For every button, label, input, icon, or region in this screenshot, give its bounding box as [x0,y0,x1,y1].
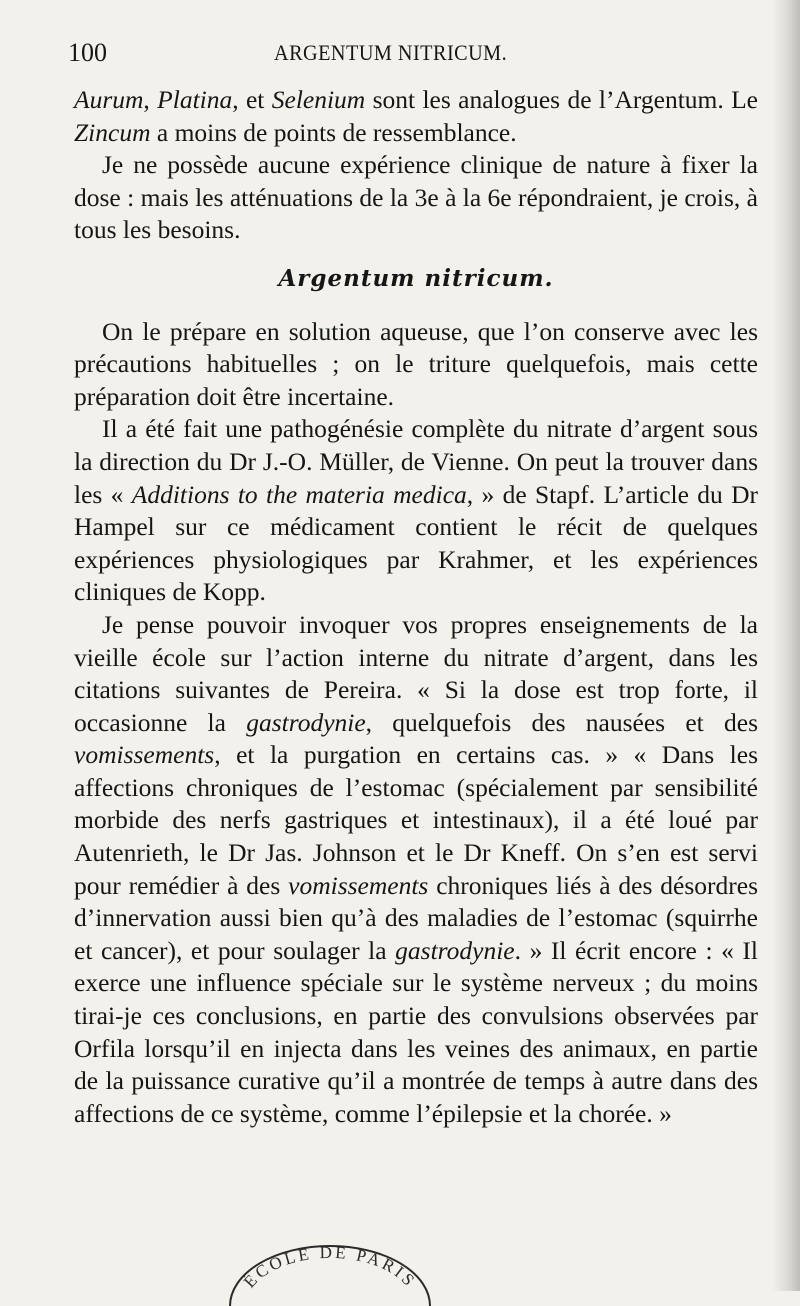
italic-term: vomissements [288,870,429,900]
text-span: , [143,85,158,114]
paragraph-pereira [74,609,758,1131]
text-span: chroniques liés à des désordres d’innervation aussi bien qu’à des maladies de l’estomac (squirrhe et cancer), et pour soulager la [74,870,758,965]
stamp-text: ÉCOLE DE PARIS [239,1242,421,1292]
page-number: 100 [68,38,107,67]
remedy-name: Selenium [271,85,366,114]
text-span: Il a été fait une pathogénésie complète du nitrate d’argent sous la direction du Dr J.-O. Müller, de Vienne. On peut la trouver dans les « [74,414,758,509]
page-edge-shadow [772,0,800,1291]
body-text [74,84,758,1130]
section-title: Argentum nitricum. [278,264,554,292]
text-span: . » Il écrit encore : « Il exerce une influence spéciale sur le système nerveux ; du moins tirai-je ces conclusions, en partie des convulsions observées par Orfila lorsqu’il en injecta dans les veines des animaux, en partie de la puissance curative qu’il a montrée de temps à autre dans des affections de ce système, comme l’épilepsie et la chorée. » [74,935,759,1128]
text-span: , » de Stapf. L’article du Dr Hampel sur ce médicament contient le récit de quelques expériences physiologiques par Krahmer, et les expériences cliniques de Kopp. [74,479,758,607]
book-title: Additions to the materia medica [131,479,467,509]
paragraph-preparation: On le prépare en solution aqueuse, que l’on conserve avec les précautions habituelles ; on le triture quelquefois, mais cette préparation doit être incertaine. [74,316,758,411]
text-span: a moins de points de ressemblance. [150,117,517,147]
library-stamp [210,1236,450,1306]
italic-term: gastrodynie [246,707,366,737]
svg-text:ÉCOLE DE PARIS [240,1243,420,1292]
paragraph-analogues [74,84,758,149]
paragraph-dose: Je ne possède aucune expérience clinique de nature à fixer la dose : mais les atténuations de la 3e à la 6e répondraient, je crois, à tous les besoins. [74,150,759,245]
text-span: , quelquefois des nausées et des [365,707,758,737]
remedy-name: Zincum [74,117,151,147]
paragraph-pathogenesis [74,413,758,609]
text-span: , et la purgation en certains cas. » « Dans les affections chroniques de l’estomac (spécialement par sensibilité morbide des nerfs gastriques et intestinaux), il a été loué par Autenrieth, le Dr Jas. Johnson et le Dr Kneff. On s’en est servi pour remédier à des [74,740,758,900]
running-title: ARGENTUM NITRICUM. [274,40,508,65]
italic-term: vomissements [74,740,215,770]
text-span: Je pense pouvoir invoquer vos propres enseignements de la vieille école sur l’action interne du nitrate d’argent, dans les citations suivantes de Pereira. « Si la dose est trop forte, il occasionne la [74,609,758,737]
page-header [68,38,762,72]
text-span: , et [232,85,272,114]
text-span: sont les analogues de l’Argentum. Le [365,85,759,114]
remedy-name: Aurum [74,85,144,114]
italic-term: gastrodynie [395,935,515,965]
remedy-name: Platina [157,85,233,114]
